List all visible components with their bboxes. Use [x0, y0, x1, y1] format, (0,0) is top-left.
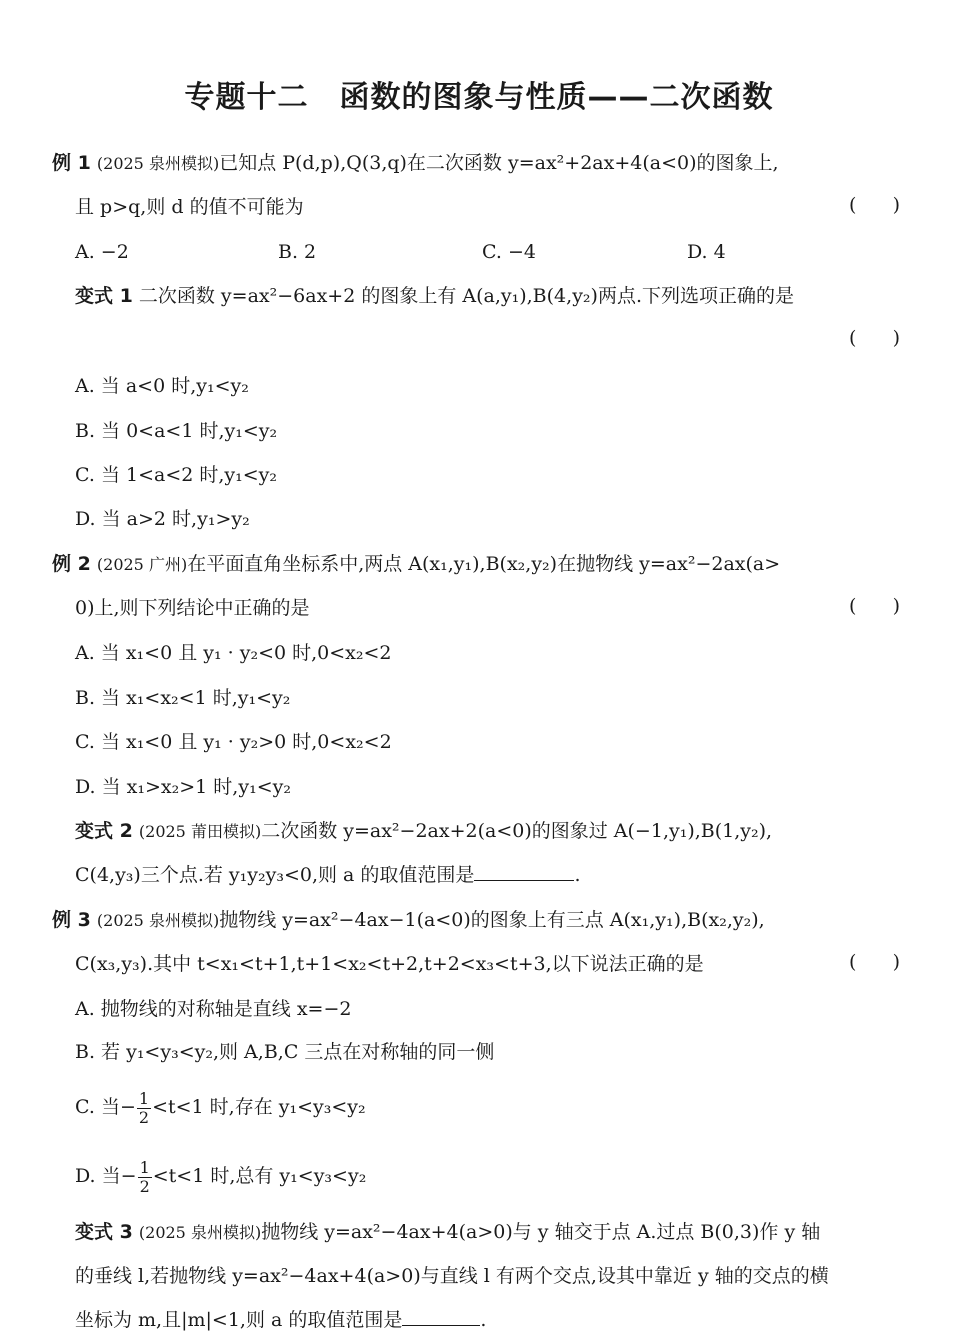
var1-answer-paren: ( ) — [848, 327, 900, 349]
ex1-label: 例 1 — [52, 152, 91, 174]
ex2-option-d: D. 当 x₁>x₂>1 时,y₁<y₂ — [75, 776, 291, 798]
var2-label: 变式 2 — [75, 820, 133, 842]
ex3-option-d-post: <t<1 时,总有 y₁<y₃<y₂ — [152, 1165, 367, 1187]
ex2-line1 — [52, 551, 780, 578]
fraction-one-half — [138, 1159, 152, 1196]
fraction-one-half — [137, 1090, 151, 1127]
ex1-option-d: D. 4 — [687, 241, 726, 263]
ex3-option-d-pre: D. 当− — [75, 1165, 137, 1187]
var3-answer-blank[interactable] — [402, 1307, 480, 1326]
var2-answer-blank[interactable] — [474, 862, 574, 881]
fraction-denominator: 2 — [138, 1107, 150, 1127]
ex1-text2: 且 p>q,则 d 的值不可能为 — [75, 196, 304, 218]
ex2-text2: 0)上,则下列结论中正确的是 — [75, 597, 310, 619]
ex2-text1: 在平面直角坐标系中,两点 A(x₁,y₁),B(x₂,y₂)在抛物线 y=ax²−2ax(a> — [187, 553, 781, 575]
var3-source: (2025 泉州模拟) — [138, 1223, 262, 1242]
ex3-option-b: B. 若 y₁<y₃<y₂,则 A,B,C 三点在对称轴的同一侧 — [75, 1041, 495, 1063]
ex1-answer-paren: ( ) — [848, 194, 900, 216]
var1-option-d: D. 当 a>2 时,y₁>y₂ — [75, 508, 250, 530]
var2-source: (2025 莆田模拟) — [138, 822, 262, 841]
ex2-source: (2025 广州) — [96, 555, 188, 574]
page-title: 专题十二 函数的图象与性质——二次函数 — [184, 80, 774, 115]
var3-line1 — [75, 1219, 820, 1246]
ex3-line1 — [52, 907, 765, 934]
ex3-option-c-post: <t<1 时,存在 y₁<y₃<y₂ — [152, 1096, 366, 1118]
var2-line1 — [75, 818, 772, 845]
ex3-option-d — [75, 1154, 366, 1198]
ex3-answer-paren: ( ) — [848, 951, 900, 973]
ex3-text2: C(x₃,y₃).其中 t<x₁<t+1,t+1<x₂<t+2,t+2<x₃<t+3,以下说法正确的是 — [75, 953, 704, 975]
var2-end: . — [574, 864, 581, 886]
var3-text2: 的垂线 l,若抛物线 y=ax²−4ax+4(a>0)与直线 l 有两个交点,设其中靠近 y 轴的交点的横 — [75, 1265, 829, 1287]
ex3-option-c — [75, 1085, 366, 1129]
ex1-option-c: C. −4 — [482, 241, 536, 263]
var2-line2 — [75, 862, 580, 888]
ex1-text1: 已知点 P(d,p),Q(3,q)在二次函数 y=ax²+2ax+4(a<0)的图象上, — [219, 152, 779, 174]
var2-text2: C(4,y₃)三个点.若 y₁y₂y₃<0,则 a 的取值范围是 — [75, 864, 475, 886]
ex3-text1: 抛物线 y=ax²−4ax−1(a<0)的图象上有三点 A(x₁,y₁),B(x₂,y₂), — [219, 909, 765, 931]
var1-option-b: B. 当 0<a<1 时,y₁<y₂ — [75, 420, 278, 442]
var3-text3: 坐标为 m,且|m|<1,则 a 的取值范围是 — [75, 1309, 403, 1331]
ex1-source: (2025 泉州模拟) — [96, 154, 220, 173]
ex2-option-c: C. 当 x₁<0 且 y₁ · y₂>0 时,0<x₂<2 — [75, 731, 392, 753]
ex3-source: (2025 泉州模拟) — [96, 911, 220, 930]
fraction-numerator: 1 — [138, 1088, 150, 1108]
ex2-answer-paren: ( ) — [848, 595, 900, 617]
ex1-option-a: A. −2 — [75, 241, 129, 263]
var3-end: . — [480, 1309, 487, 1331]
ex2-option-a: A. 当 x₁<0 且 y₁ · y₂<0 时,0<x₂<2 — [75, 642, 392, 664]
var1-option-c: C. 当 1<a<2 时,y₁<y₂ — [75, 464, 278, 486]
var1-label: 变式 1 — [75, 285, 133, 307]
var1-option-a: A. 当 a<0 时,y₁<y₂ — [75, 375, 249, 397]
ex1-line1 — [52, 150, 779, 177]
var2-text1: 二次函数 y=ax²−2ax+2(a<0)的图象过 A(−1,y₁),B(1,y₂), — [261, 820, 773, 842]
ex1-option-b: B. 2 — [278, 241, 317, 263]
var3-label: 变式 3 — [75, 1221, 133, 1243]
var1-line1 — [75, 283, 794, 309]
fraction-numerator: 1 — [139, 1157, 150, 1177]
var3-line3 — [75, 1307, 486, 1333]
var3-text1: 抛物线 y=ax²−4ax+4(a>0)与 y 轴交于点 A.过点 B(0,3)作 y 轴 — [261, 1221, 821, 1243]
ex3-option-c-pre: C. 当− — [75, 1096, 136, 1118]
var1-text1: 二次函数 y=ax²−6ax+2 的图象上有 A(a,y₁),B(4,y₂)两点.下列选项正确的是 — [138, 285, 794, 307]
ex2-label: 例 2 — [52, 553, 91, 575]
fraction-denominator: 2 — [139, 1176, 150, 1196]
ex2-option-b: B. 当 x₁<x₂<1 时,y₁<y₂ — [75, 687, 291, 709]
ex3-label: 例 3 — [52, 909, 91, 931]
ex3-option-a: A. 抛物线的对称轴是直线 x=−2 — [75, 998, 352, 1020]
